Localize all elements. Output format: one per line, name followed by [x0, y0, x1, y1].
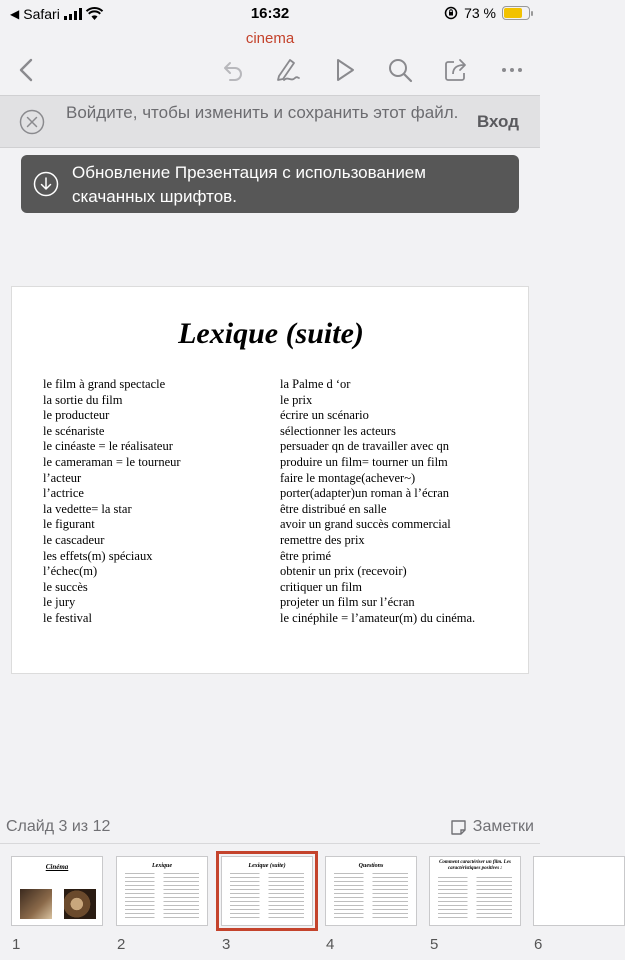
film-reel-image [64, 889, 96, 919]
thumbnail-slide-3[interactable] [221, 856, 313, 926]
search-icon [386, 56, 414, 84]
slide-text-line: le cameraman = le tourneur [43, 454, 181, 469]
slide-text-line: avoir un grand succès commercial [280, 517, 451, 532]
thumbnail-title: Questions [358, 863, 384, 869]
back-button[interactable] [9, 52, 45, 88]
thumbnail-slide-4[interactable] [325, 856, 417, 926]
slide-text-line: le film à grand spectacle [43, 377, 166, 391]
play-icon [330, 56, 358, 84]
thumbnail-slide-2[interactable] [116, 856, 208, 926]
notes-icon [450, 819, 467, 836]
toolbar [0, 50, 540, 90]
slide-text-line: le succès [43, 579, 88, 594]
thumbnail-text [438, 877, 512, 919]
thumbnail-slide-6[interactable] [533, 856, 625, 926]
thumbnail-title: Comment caractériser un film. Les caractéristiques positives : [439, 860, 511, 871]
more-icon [498, 56, 526, 84]
thumbnail-strip[interactable] [0, 844, 543, 960]
thumbnail-title: Lexique [152, 863, 172, 869]
slide-text-line: être primé [280, 548, 332, 563]
slide-text-line: la sortie du film [43, 392, 123, 407]
slide-counter: Слайд 3 из 12 [6, 818, 111, 835]
slide-text-line: le cinéaste = le réalisateur [43, 439, 173, 454]
slide-text-line: produire un film= tourner un film [280, 454, 448, 469]
slide-text-line: être distribué en salle [280, 501, 387, 516]
undo-button[interactable] [214, 52, 250, 88]
slide-text-line: la vedette= la star [43, 501, 132, 516]
slide-text-line: porter(adapter)un roman à l’écran [280, 486, 450, 501]
slide-text-line: projeter un film sur l’écran [280, 595, 415, 610]
clock: 16:32 [250, 5, 290, 22]
clapperboard-image [20, 889, 52, 919]
download-icon [33, 171, 59, 197]
thumbnail-slide-5[interactable] [429, 856, 521, 926]
slide-text-line: la Palme d ‘or [280, 377, 351, 391]
slide-text-line: le prix [280, 392, 313, 407]
draw-button[interactable] [270, 52, 306, 88]
slide-text-line: l’acteur [43, 470, 82, 485]
thumbnail-number: 6 [534, 936, 543, 953]
slide-text-line: l’échec(m) [43, 564, 98, 579]
slide-text-line: obtenir un prix (recevoir) [280, 564, 407, 579]
status-right [444, 5, 530, 21]
draw-pen-icon [274, 56, 302, 84]
slide-text-line: le jury [43, 595, 76, 610]
share-icon [442, 56, 470, 84]
font-update-toast [21, 155, 519, 213]
dismiss-banner-icon[interactable] [19, 109, 45, 135]
thumbnail-number: 1 [12, 936, 21, 953]
battery-icon [502, 6, 530, 20]
play-button[interactable] [326, 52, 362, 88]
slide-text-line: faire le montage(achever~) [280, 470, 416, 485]
signin-banner [0, 95, 540, 148]
slide-left-column [43, 377, 181, 627]
thumbnail-text [125, 873, 199, 919]
carrier-label: Safari [23, 6, 60, 22]
slide-text-line: le producteur [43, 408, 110, 423]
slide-text-line: le cascadeur [43, 532, 105, 547]
orientation-lock-icon [444, 6, 458, 20]
thumbnail-number: 4 [326, 936, 335, 953]
thumbnail-number: 2 [117, 936, 126, 953]
slide-title: Lexique (suite) [178, 317, 364, 350]
slide-text-line: remettre des prix [280, 532, 365, 547]
thumbnail-number: 3 [222, 936, 231, 953]
notes-button[interactable] [450, 818, 534, 836]
back-to-app-icon[interactable]: ◀ [10, 7, 20, 21]
slide-text-line: le festival [43, 610, 92, 625]
slide-text-line: sélectionner les acteurs [280, 423, 396, 438]
search-button[interactable] [382, 52, 418, 88]
toast-message: Обновление Презентация с использованием скачанных шрифтов. [72, 163, 426, 206]
back-chevron-icon [13, 56, 41, 84]
slide-text-line: l’actrice [43, 486, 84, 501]
slide-text-line: le cinéphile = l’amateur(m) du cinéma. [280, 610, 476, 625]
undo-icon [218, 56, 246, 84]
signin-message: Войдите, чтобы изменить и сохранить этот файл. [66, 103, 459, 122]
more-button[interactable] [494, 52, 530, 88]
notes-label: Заметки [472, 818, 534, 835]
share-button[interactable] [438, 52, 474, 88]
slide-text-line: écrire un scénario [280, 408, 369, 423]
thumbnail-number: 5 [430, 936, 439, 953]
slide-text-line: critiquer un film [280, 579, 362, 594]
battery-percent: 73 % [464, 5, 496, 21]
slide-canvas[interactable] [11, 286, 529, 674]
thumbnail-text [230, 873, 304, 919]
thumbnail-title: Lexique (suite) [248, 863, 286, 869]
slide-text-line: les effets(m) spéciaux [43, 548, 153, 563]
document-title[interactable]: cinema [245, 30, 295, 47]
thumbnail-slide-1[interactable] [11, 856, 103, 926]
status-bar [0, 0, 540, 28]
slide-text-line: persuader qn de travailler avec qn [280, 439, 450, 454]
slide-right-column [280, 377, 475, 627]
slide-text-line: le figurant [43, 517, 95, 532]
signin-button[interactable]: Вход [476, 112, 519, 131]
thumbnail-title: Cinéma [45, 863, 69, 871]
thumbnail-text [334, 873, 408, 919]
slide-text-line: le scénariste [43, 423, 105, 438]
